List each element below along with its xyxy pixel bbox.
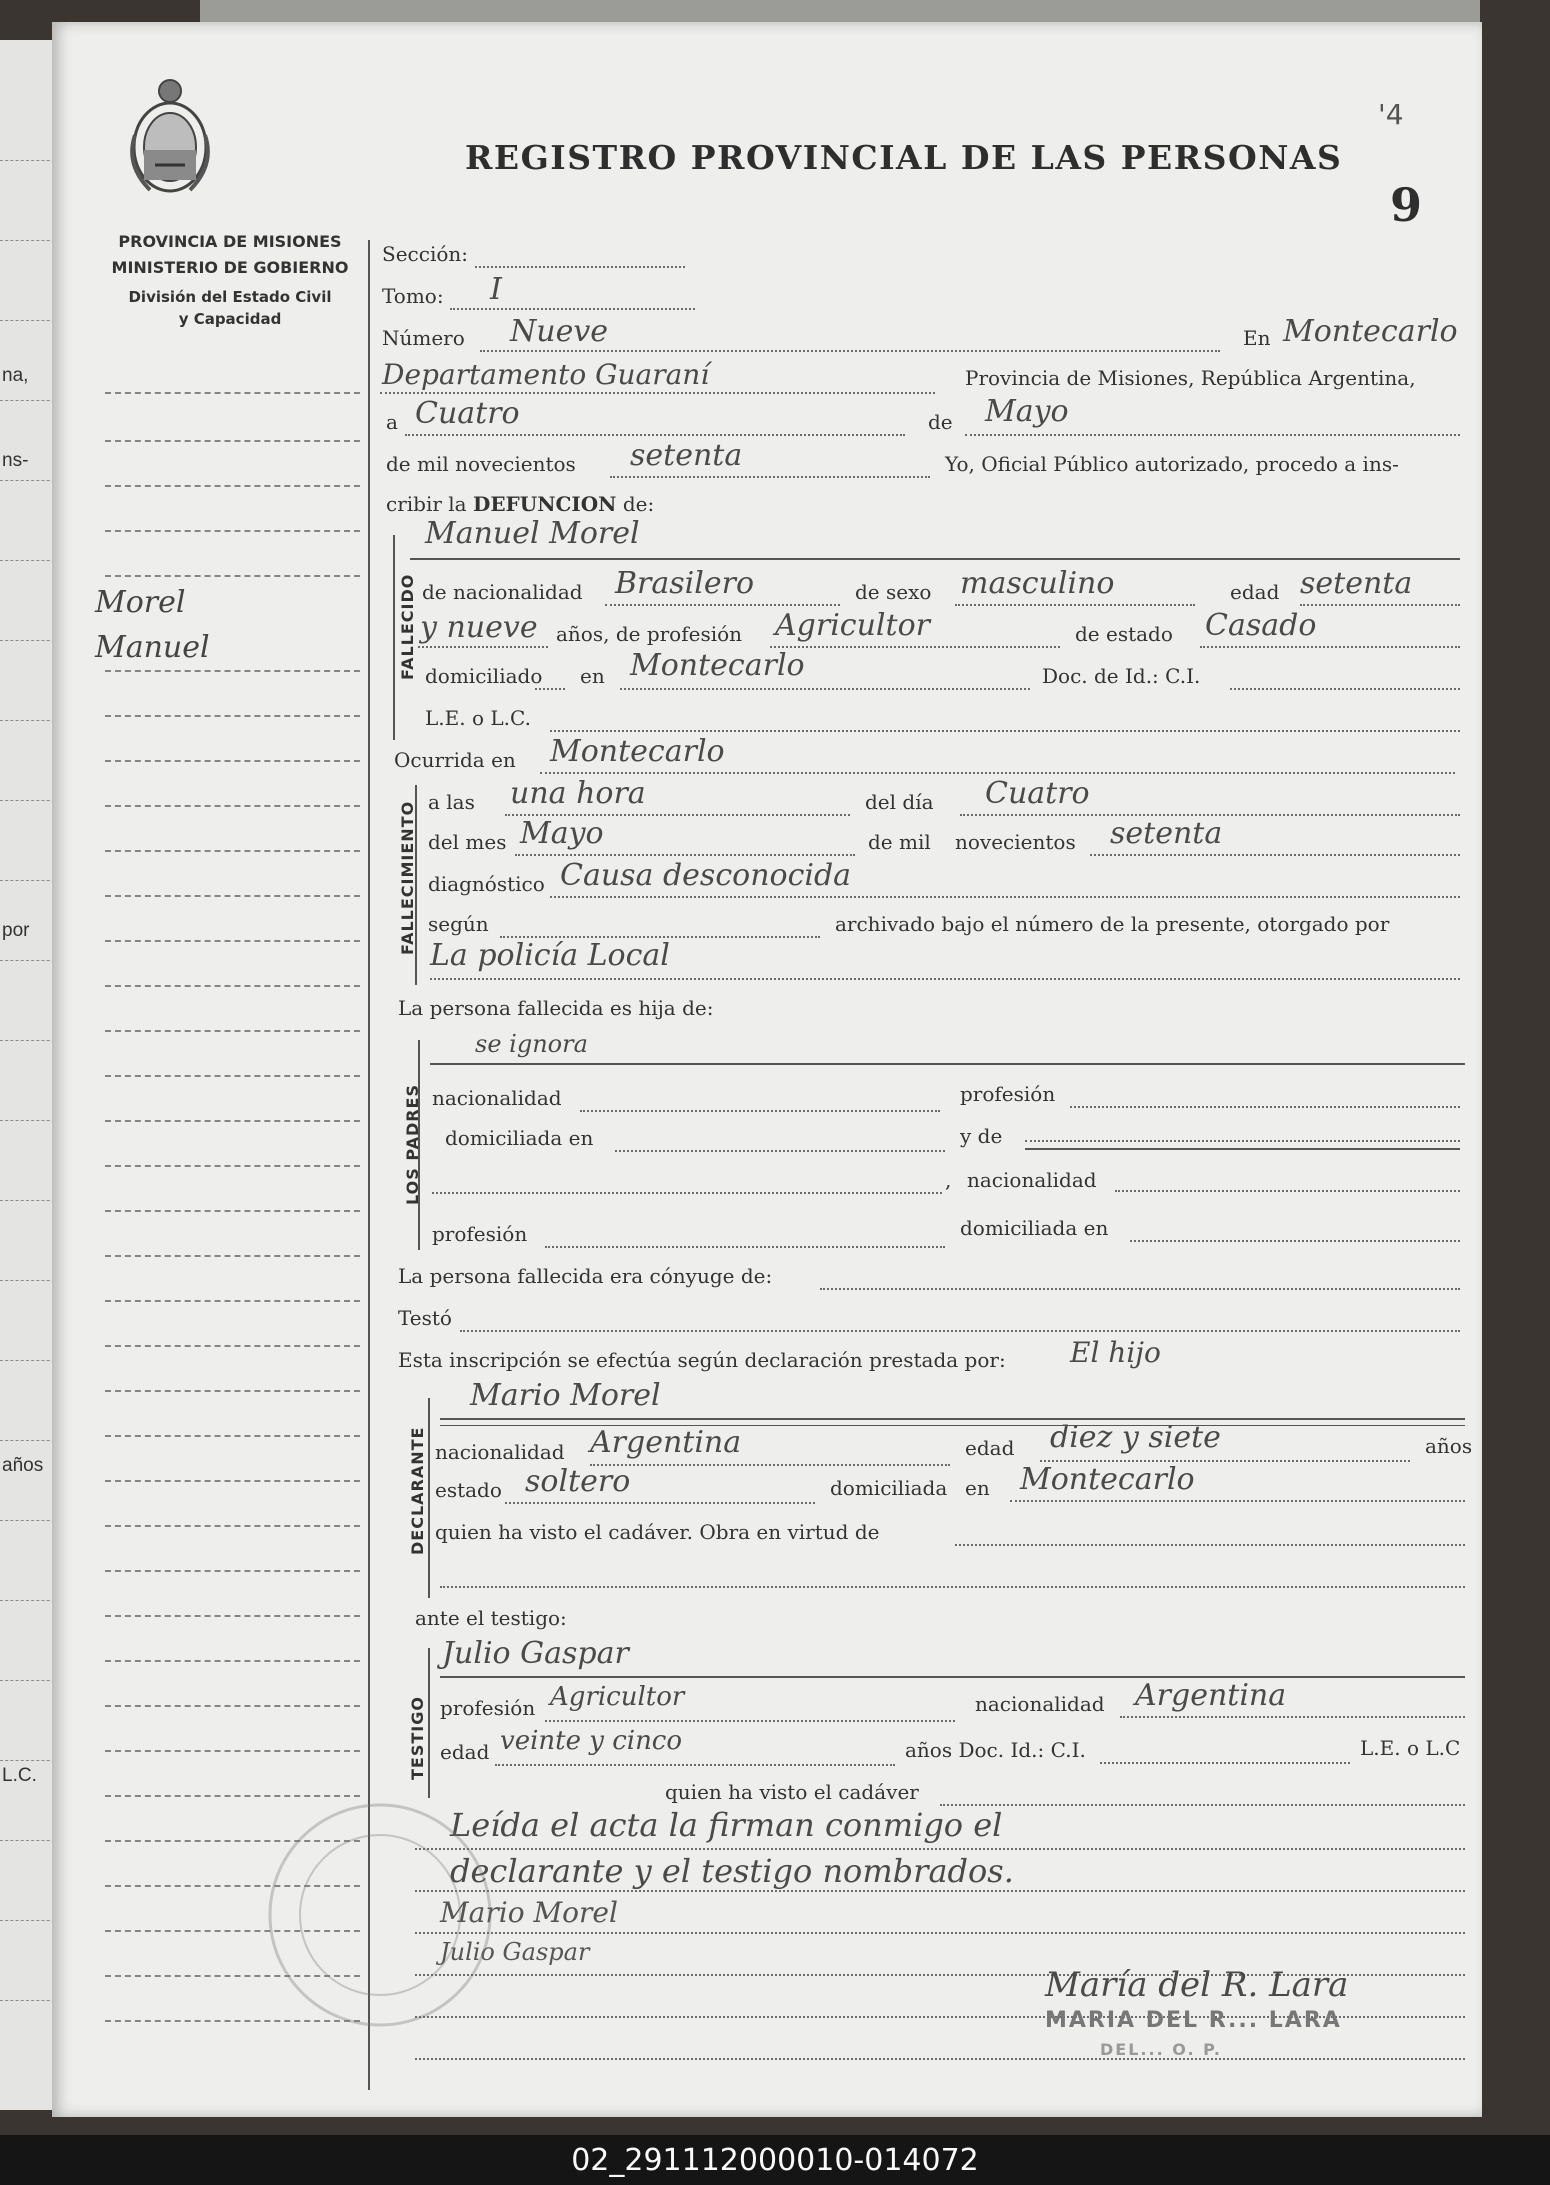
testigo-le-label: L.E. o L.C bbox=[1360, 1736, 1461, 1760]
segun-label: según bbox=[428, 912, 489, 936]
testigo-profesion-value: Agricultor bbox=[550, 1682, 685, 1712]
en-value: Montecarlo bbox=[1283, 314, 1458, 349]
closing-line-1: Leída el acta la firman conmigo el bbox=[450, 1806, 1003, 1844]
departamento-value: Departamento Guaraní bbox=[382, 358, 710, 391]
domicilio-value: Montecarlo bbox=[630, 648, 805, 683]
ministry-name: MINISTERIO DE GOBIERNO bbox=[111, 258, 349, 277]
page-top-edge bbox=[200, 0, 1480, 22]
padres-profesion2-label: profesión bbox=[432, 1222, 528, 1246]
declarante-nacionalidad-label: nacionalidad bbox=[435, 1440, 565, 1464]
coat-of-arms-icon bbox=[125, 75, 215, 200]
testigo-cadaver-label: quien ha visto el cadáver bbox=[665, 1780, 919, 1804]
nacionalidad-value: Brasilero bbox=[615, 566, 755, 601]
padres-profesion-label: profesión bbox=[960, 1082, 1056, 1106]
declarante-estado-label: estado bbox=[435, 1478, 502, 1502]
left-fragment-4: años bbox=[2, 1455, 44, 1476]
mes-value: Mayo bbox=[985, 394, 1069, 429]
signature-declarante: Mario Morel bbox=[440, 1896, 618, 1929]
declarante-edad-value: diez y siete bbox=[1050, 1420, 1221, 1455]
le-label: L.E. o L.C. bbox=[425, 706, 531, 730]
margin-surname: Morel bbox=[95, 585, 186, 620]
declarante-nombre: Mario Morel bbox=[470, 1378, 661, 1413]
profesion-value: Agricultor bbox=[775, 608, 930, 643]
ocurrida-value: Montecarlo bbox=[550, 734, 725, 769]
edad-value-2: y nueve bbox=[420, 610, 538, 645]
padres-section-label: LOS PADRES bbox=[403, 1083, 422, 1205]
declaracion-label: Esta inscripción se efectúa según declaración prestada por: bbox=[398, 1348, 1006, 1372]
provincia-text: Provincia de Misiones, República Argentina, bbox=[965, 366, 1416, 390]
declarante-en-label: en bbox=[965, 1476, 990, 1500]
en-label: En bbox=[1243, 326, 1271, 350]
del-dia-label: del día bbox=[865, 790, 934, 814]
hora-value: una hora bbox=[510, 776, 646, 811]
padres-domiciliada-label: domiciliada en bbox=[445, 1126, 594, 1150]
archivado-text: archivado bajo el número de la presente, otorgado por bbox=[835, 912, 1390, 936]
seccion-label: Sección: bbox=[382, 242, 468, 266]
declarante-cadaver-text: quien ha visto el cadáver. Obra en virtud de bbox=[435, 1520, 880, 1544]
left-fragment-2: ns- bbox=[2, 450, 29, 471]
diagnostico-label: diagnóstico bbox=[428, 872, 545, 896]
declarante-estado-value: soltero bbox=[525, 1464, 631, 1499]
stamp-name: MARIA DEL R... LARA bbox=[1045, 2008, 1342, 2033]
fallecimiento-section-label: FALLECIMIENTO bbox=[398, 800, 417, 955]
anios-profesion-label: años, de profesión bbox=[556, 622, 743, 646]
tomo-label: Tomo: bbox=[382, 284, 444, 308]
domiciliado-label: domiciliado bbox=[425, 664, 543, 688]
domiciliado-en-label: en bbox=[580, 664, 605, 688]
fallecido-name: Manuel Morel bbox=[425, 516, 640, 551]
stamp-role: DEL... O. P. bbox=[1100, 2040, 1222, 2059]
numero-label: Número bbox=[382, 326, 465, 350]
folio-mark: '4 bbox=[1378, 98, 1404, 131]
left-fragment-5: L.C. bbox=[2, 1765, 37, 1786]
del-mes-label: del mes bbox=[428, 830, 507, 854]
division-name: División del Estado Civil bbox=[128, 288, 332, 306]
sexo-value: masculino bbox=[960, 566, 1115, 601]
declarante-domicilio-value: Montecarlo bbox=[1020, 1462, 1195, 1497]
left-fragment-3: por bbox=[2, 920, 30, 941]
otorgado-value: La policía Local bbox=[430, 938, 670, 973]
dia-value: Cuatro bbox=[415, 396, 520, 431]
declarante-section-label: DECLARANTE bbox=[408, 1426, 427, 1555]
padres-nacionalidad2-label: nacionalidad bbox=[967, 1168, 1097, 1192]
fallecido-section-label: FALLECIDO bbox=[398, 573, 417, 680]
testigo-anios-doc-label: años Doc. Id.: C.I. bbox=[905, 1738, 1086, 1762]
signature-oficial: María del R. Lara bbox=[1045, 1965, 1349, 2005]
oficial-text: Yo, Oficial Público autorizado, procedo a ins- bbox=[945, 452, 1399, 476]
fallecimiento-dia-value: Cuatro bbox=[985, 776, 1090, 811]
padres-comma: , bbox=[945, 1168, 952, 1192]
declarante-edad-label: edad bbox=[965, 1436, 1015, 1460]
declarante-domiciliada-label: domiciliada bbox=[830, 1476, 948, 1500]
image-footer bbox=[0, 2135, 1550, 2185]
conyuge-label: La persona fallecida era cónyuge de: bbox=[398, 1264, 773, 1288]
padres-y-de-label: y de bbox=[960, 1124, 1003, 1148]
testigo-nombre: Julio Gaspar bbox=[442, 1636, 629, 1671]
padres-nombre-value: se ignora bbox=[475, 1030, 588, 1058]
numero-value: Nueve bbox=[510, 314, 609, 349]
testigo-nacionalidad-label: nacionalidad bbox=[975, 1692, 1105, 1716]
doc-label: Doc. de Id.: C.I. bbox=[1042, 664, 1201, 688]
fallecimiento-anio-value: setenta bbox=[1110, 816, 1223, 851]
padres-domiciliada2-label: domiciliada en bbox=[960, 1216, 1109, 1240]
signature-testigo: Julio Gaspar bbox=[440, 1938, 590, 1966]
de-label: de bbox=[928, 410, 953, 434]
sexo-label: de sexo bbox=[855, 580, 932, 604]
diagnostico-value: Causa desconocida bbox=[560, 858, 852, 893]
testo-label: Testó bbox=[398, 1306, 452, 1330]
edad-label: edad bbox=[1230, 580, 1280, 604]
page-title: REGISTRO PROVINCIAL DE LAS PERSONAS bbox=[465, 138, 1343, 177]
testigo-edad-value: veinte y cinco bbox=[500, 1726, 683, 1756]
closing-line-2: declarante y el testigo nombrados. bbox=[450, 1852, 1014, 1890]
declaracion-value: El hijo bbox=[1070, 1336, 1161, 1369]
nacionalidad-label: de nacionalidad bbox=[422, 580, 583, 604]
left-fragment-1: na, bbox=[2, 365, 29, 386]
province-name: PROVINCIA DE MISIONES bbox=[118, 232, 342, 251]
testigo-nacionalidad-value: Argentina bbox=[1135, 1678, 1287, 1713]
a-las-label: a las bbox=[428, 790, 475, 814]
tomo-value: I bbox=[490, 272, 502, 307]
fallecimiento-mes-value: Mayo bbox=[520, 816, 604, 851]
mil-label: de mil novecientos bbox=[386, 452, 576, 476]
inscribir-text: cribir la DEFUNCION de: bbox=[386, 492, 655, 516]
testigo-profesion-label: profesión bbox=[440, 1696, 536, 1720]
ante-testigo-label: ante el testigo: bbox=[415, 1606, 567, 1630]
de-mil-label: de mil bbox=[868, 830, 931, 854]
image-id-label: 02_291112000010-014072 bbox=[571, 2143, 979, 2178]
margin-given-name: Manuel bbox=[95, 630, 210, 665]
estado-label: de estado bbox=[1075, 622, 1173, 646]
testigo-edad-label: edad bbox=[440, 1740, 490, 1764]
declarante-nacionalidad-value: Argentina bbox=[590, 1425, 742, 1460]
ocurrida-label: Ocurrida en bbox=[394, 748, 516, 772]
novecientos-label: novecientos bbox=[955, 830, 1076, 854]
padres-nacionalidad-label: nacionalidad bbox=[432, 1086, 562, 1110]
division-name-2: y Capacidad bbox=[178, 310, 282, 328]
declarante-anios-label: años bbox=[1425, 1434, 1473, 1458]
edad-value: setenta bbox=[1300, 566, 1413, 601]
padres-intro: La persona fallecida es hija de: bbox=[398, 996, 714, 1020]
folio-number: 9 bbox=[1390, 178, 1423, 232]
anio-value: setenta bbox=[630, 438, 743, 473]
testigo-section-label: TESTIGO bbox=[408, 1696, 427, 1780]
seal-stamp-icon bbox=[260, 1795, 500, 2035]
a-label: a bbox=[386, 410, 398, 434]
estado-value: Casado bbox=[1205, 608, 1317, 643]
